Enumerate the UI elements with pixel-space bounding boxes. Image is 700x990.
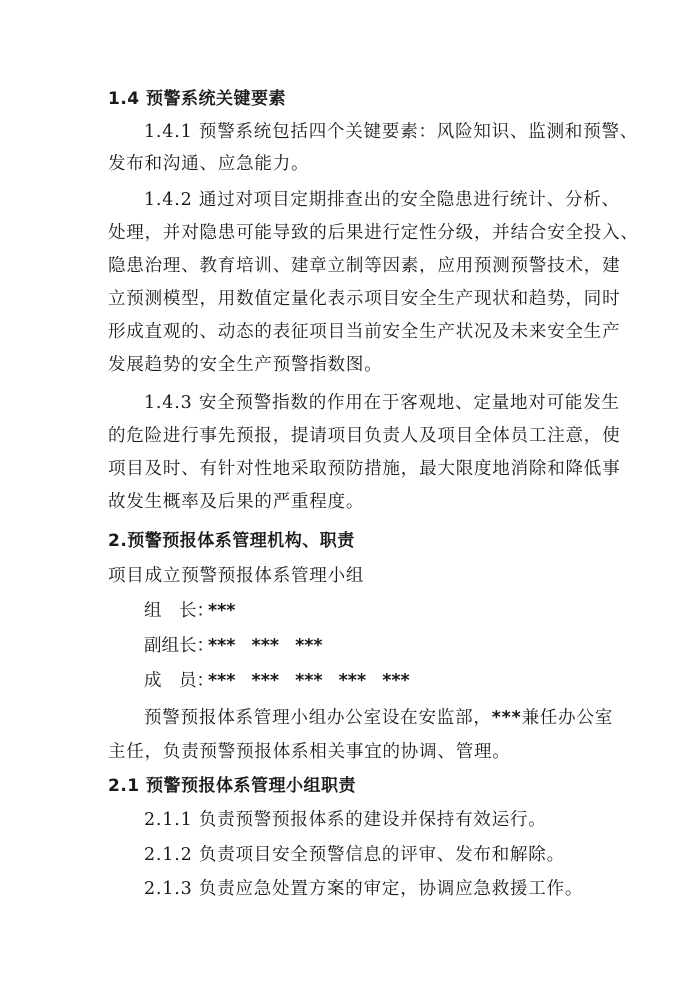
member-row-leader <box>144 600 235 622</box>
section-heading-2-1: 2.1 预警预报体系管理小组职责 <box>108 776 357 796</box>
office-text: 兼任办公室 <box>521 708 614 728</box>
section-heading-2: 2.预警预报体系管理机构、职责 <box>108 531 355 551</box>
paragraph-1-4-3-line: 的危险进行事先预报，提请项目负责人及项目全体员工注意，使 <box>108 426 621 446</box>
paragraph-1-4-2-line: 处理，并对隐患可能导致的后果进行定性分级，并结合安全投入、 <box>108 223 639 243</box>
office-paragraph-line <box>144 707 613 729</box>
paragraph-1-4-2-line: 发展趋势的安全生产预警指数图。 <box>108 355 383 375</box>
paragraph-1-4-3-line: 1.4.3 安全预警指数的作用在于客观地、定量地对可能发生 <box>144 393 620 413</box>
paragraph-1-4-1-line: 发布和沟通、应急能力。 <box>108 154 310 174</box>
member-label: 组 长： <box>144 601 214 621</box>
duty-item: 2.1.3 负责应急处置方案的审定，协调应急救援工作。 <box>144 879 584 899</box>
paragraph-1-4-2-line: 立预测模型，用数值定量化表示项目安全生产现状和趋势，同时 <box>108 289 621 309</box>
duty-item: 2.1.1 负责预警预报体系的建设并保持有效运行。 <box>144 810 547 830</box>
member-label: 副组长： <box>144 636 214 656</box>
member-row-deputy <box>144 635 323 657</box>
office-director-name: *** <box>491 708 522 728</box>
duty-item: 2.1.2 负责项目安全预警信息的评审、发布和解除。 <box>144 845 565 865</box>
member-value: *** *** *** <box>208 636 323 656</box>
member-value: *** <box>208 601 236 621</box>
member-label: 成 员： <box>144 671 214 691</box>
member-value: *** *** *** *** *** <box>208 671 410 691</box>
paragraph-1-4-2-line: 形成直观的、动态的表征项目当前安全生产状况及未来安全生产 <box>108 322 621 342</box>
paragraph-1-4-1-line: 1.4.1 预警系统包括四个关键要素：风险知识、监测和预警、 <box>144 122 639 142</box>
member-row-members <box>144 670 410 692</box>
paragraph-1-4-2-line: 隐患治理、教育培训、建章立制等因素，应用预测预警技术，建 <box>108 256 621 276</box>
group-intro: 项目成立预警预报体系管理小组 <box>108 566 365 586</box>
section-heading-1-4: 1.4 预警系统关键要素 <box>108 89 287 109</box>
office-text: 预警预报体系管理小组办公室设在安监部， <box>144 708 492 728</box>
office-paragraph-line: 主任，负责预警预报体系相关事宜的协调、管理。 <box>108 742 511 762</box>
paragraph-1-4-3-line: 故发生概率及后果的严重程度。 <box>108 492 365 512</box>
paragraph-1-4-2-line: 1.4.2 通过对项目定期排查出的安全隐患进行统计、分析、 <box>144 190 620 210</box>
paragraph-1-4-3-line: 项目及时、有针对性地采取预防措施，最大限度地消除和降低事 <box>108 459 621 479</box>
